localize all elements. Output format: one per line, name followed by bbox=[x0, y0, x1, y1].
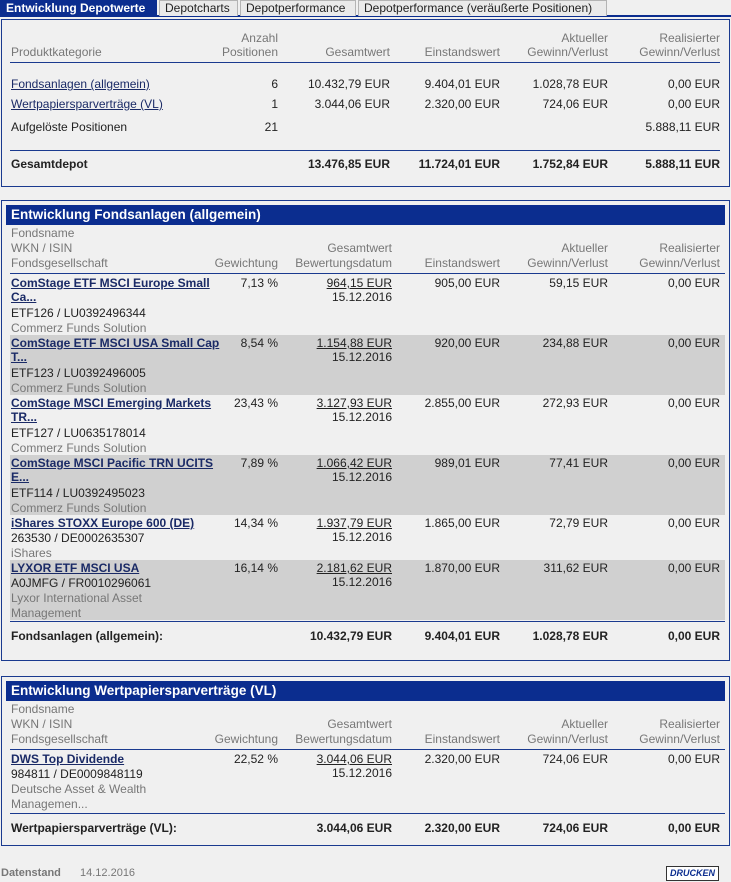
header-realisierter: Realisierter bbox=[659, 31, 720, 45]
fund-name-link-cont[interactable]: E... bbox=[11, 470, 30, 484]
fund-bewertungsdatum: 15.12.2016 bbox=[331, 530, 392, 544]
fund-wkn-isin: A0JMFG / FR0010296061 bbox=[11, 576, 152, 590]
fund-aktuell: 724,06 EUR bbox=[542, 752, 608, 766]
total-realisiert: 5.888,11 EUR bbox=[645, 157, 720, 171]
total-aktuell: 724,06 EUR bbox=[542, 821, 608, 835]
header-realisierter: Realisierter bbox=[659, 717, 720, 731]
header-realisierter-gv: Gewinn/Verlust bbox=[639, 256, 720, 270]
header-gesamtwert: Gesamtwert bbox=[325, 45, 390, 59]
fund-aktuell: 72,79 EUR bbox=[549, 516, 608, 530]
tab-depotperformance-veraeusserte[interactable]: Depotperformance (veräußerte Positionen) bbox=[358, 0, 607, 16]
fund-gesellschaft-cont: Management bbox=[11, 606, 82, 620]
footer-datenstand-date: 14.12.2016 bbox=[80, 867, 136, 879]
header-fondsgesellschaft: Fondsgesellschaft bbox=[11, 256, 108, 270]
fund-gesellschaft: Commerz Funds Solution bbox=[11, 441, 147, 455]
link-fondsanlagen[interactable]: Fondsanlagen (allgemein) bbox=[11, 77, 150, 91]
fund-gesamtwert-link[interactable]: 3.127,93 EUR bbox=[316, 396, 392, 410]
tab-entwicklung-depotwerte[interactable]: Entwicklung Depotwerte bbox=[0, 0, 157, 17]
fund-wkn-isin: ETF127 / LU0635178014 bbox=[11, 426, 146, 440]
fund-realisiert: 0,00 EUR bbox=[667, 516, 720, 530]
cell-einstandswert: 2.320,00 EUR bbox=[424, 97, 500, 111]
fund-name-link-cont[interactable]: T... bbox=[11, 350, 28, 364]
label-aufgeloeste-positionen: Aufgelöste Positionen bbox=[11, 120, 128, 134]
total-aktuell: 1.028,78 EUR bbox=[532, 629, 608, 643]
fund-wkn-isin: ETF126 / LU0392496344 bbox=[11, 306, 146, 320]
fund-gesellschaft: Commerz Funds Solution bbox=[11, 501, 147, 515]
header-fondsname: Fondsname bbox=[11, 702, 75, 716]
fund-wkn-isin: 984811 / DE0009848119 bbox=[11, 767, 143, 781]
header-bewertungsdatum: Bewertungsdatum bbox=[295, 256, 392, 270]
cell-anzahl: 6 bbox=[271, 77, 278, 91]
fund-gewichtung: 16,14 % bbox=[233, 561, 278, 575]
total-einstandswert: 11.724,01 EUR bbox=[418, 157, 500, 171]
footer-datenstand-label: Datenstand bbox=[1, 867, 61, 879]
fund-name-link[interactable]: ComStage MSCI Emerging Markets bbox=[11, 396, 212, 410]
fund-aktuell: 77,41 EUR bbox=[549, 456, 608, 470]
header-aktueller: Aktueller bbox=[561, 31, 608, 45]
header-gewichtung: Gewichtung bbox=[214, 256, 278, 270]
fund-realisiert: 0,00 EUR bbox=[667, 276, 720, 290]
print-button[interactable]: DRUCKEN bbox=[666, 866, 719, 881]
fund-wkn-isin: ETF123 / LU0392496005 bbox=[11, 366, 146, 380]
fund-aktuell: 234,88 EUR bbox=[542, 336, 608, 350]
cell-anzahl: 21 bbox=[264, 120, 278, 134]
cell-realisiert: 0,00 EUR bbox=[667, 97, 720, 111]
cell-gesamtwert: 10.432,79 EUR bbox=[307, 77, 390, 91]
fund-wkn-isin: 263530 / DE0002635307 bbox=[11, 531, 145, 545]
fund-einstandswert: 1.865,00 EUR bbox=[424, 516, 500, 530]
fund-einstandswert: 989,01 EUR bbox=[434, 456, 500, 470]
total-einstandswert: 9.404,01 EUR bbox=[424, 629, 500, 643]
fund-bewertungsdatum: 15.12.2016 bbox=[331, 350, 392, 364]
fund-realisiert: 0,00 EUR bbox=[667, 396, 720, 410]
total-realisiert: 0,00 EUR bbox=[667, 629, 720, 643]
fund-gesamtwert-link[interactable]: 2.181,62 EUR bbox=[316, 561, 392, 575]
header-fondsgesellschaft: Fondsgesellschaft bbox=[11, 732, 108, 746]
tab-depotcharts[interactable]: Depotcharts bbox=[159, 0, 238, 16]
divider bbox=[10, 621, 725, 622]
header-aktueller-gv: Gewinn/Verlust bbox=[527, 732, 608, 746]
cell-realisiert: 5.888,11 EUR bbox=[645, 120, 720, 134]
fund-name-link[interactable]: ComStage ETF MSCI Europe Small bbox=[11, 276, 210, 290]
fund-gesamtwert-link[interactable]: 964,15 EUR bbox=[326, 276, 392, 290]
fund-einstandswert: 905,00 EUR bbox=[434, 276, 500, 290]
tab-depotperformance[interactable]: Depotperformance bbox=[240, 0, 356, 16]
fund-gesamtwert-link[interactable]: 1.066,42 EUR bbox=[316, 456, 392, 470]
fund-realisiert: 0,00 EUR bbox=[667, 336, 720, 350]
fund-gewichtung: 8,54 % bbox=[240, 336, 278, 350]
header-anzahl: Anzahl bbox=[241, 31, 278, 45]
total-gesamtwert: 3.044,06 EUR bbox=[316, 821, 392, 835]
cell-einstandswert: 9.404,01 EUR bbox=[424, 77, 500, 91]
fund-aktuell: 311,62 EUR bbox=[543, 561, 608, 575]
fund-name-link[interactable]: LYXOR ETF MSCI USA bbox=[11, 561, 140, 575]
fund-gewichtung: 22,52 % bbox=[233, 752, 278, 766]
header-realisierter-gv: Gewinn/Verlust bbox=[639, 732, 720, 746]
fund-einstandswert: 2.320,00 EUR bbox=[424, 752, 500, 766]
fund-gesamtwert-link[interactable]: 1.937,79 EUR bbox=[316, 516, 392, 530]
total-label: Fondsanlagen (allgemein): bbox=[11, 629, 164, 643]
divider bbox=[10, 273, 725, 274]
fund-name-link[interactable]: ComStage ETF MSCI USA Small Cap bbox=[11, 336, 220, 350]
fund-name-link[interactable]: iShares STOXX Europe 600 (DE) bbox=[11, 516, 195, 530]
fund-bewertungsdatum: 15.12.2016 bbox=[331, 290, 392, 304]
header-aktueller-gv: Gewinn/Verlust bbox=[527, 45, 608, 59]
cell-gesamtwert: 3.044,06 EUR bbox=[314, 97, 390, 111]
fund-gesellschaft: iShares bbox=[11, 546, 52, 560]
header-bewertungsdatum: Bewertungsdatum bbox=[295, 732, 392, 746]
fund-name-link[interactable]: DWS Top Dividende bbox=[11, 752, 125, 766]
header-realisierter-gv: Gewinn/Verlust bbox=[639, 45, 720, 59]
fund-gesellschaft: Deutsche Asset & Wealth bbox=[11, 782, 147, 796]
fund-einstandswert: 1.870,00 EUR bbox=[424, 561, 500, 575]
fund-aktuell: 272,93 EUR bbox=[542, 396, 608, 410]
fund-bewertungsdatum: 15.12.2016 bbox=[331, 575, 392, 589]
header-einstandswert: Einstandswert bbox=[424, 732, 500, 746]
fund-bewertungsdatum: 15.12.2016 bbox=[331, 410, 392, 424]
header-aktueller-gv: Gewinn/Verlust bbox=[527, 256, 608, 270]
fund-bewertungsdatum: 15.12.2016 bbox=[331, 766, 392, 780]
header-einstandswert: Einstandswert bbox=[424, 45, 500, 59]
fund-gesamtwert-link[interactable]: 3.044,06 EUR bbox=[316, 752, 392, 766]
vl-panel bbox=[1, 676, 730, 846]
fund-realisiert: 0,00 EUR bbox=[667, 752, 720, 766]
fund-gesellschaft: Commerz Funds Solution bbox=[11, 381, 147, 395]
cell-anzahl: 1 bbox=[271, 97, 278, 111]
fund-aktuell: 59,15 EUR bbox=[549, 276, 608, 290]
link-wertpapiersparvertraege[interactable]: Wertpapiersparverträge (VL) bbox=[11, 97, 163, 111]
header-produktkategorie: Produktkategorie bbox=[11, 45, 102, 59]
fund-bewertungsdatum: 15.12.2016 bbox=[331, 470, 392, 484]
total-gesamtwert: 10.432,79 EUR bbox=[309, 629, 392, 643]
fund-gesellschaft-cont: Managemen... bbox=[11, 797, 88, 811]
divider bbox=[10, 813, 725, 814]
summary-panel bbox=[1, 19, 730, 187]
fund-name-link[interactable]: ComStage MSCI Pacific TRN UCITS bbox=[11, 456, 214, 470]
section-title: Entwicklung Wertpapiersparverträge (VL) bbox=[6, 681, 725, 701]
header-wkn-isin: WKN / ISIN bbox=[11, 717, 73, 731]
total-gesamtwert: 13.476,85 EUR bbox=[307, 157, 390, 171]
total-aktuell: 1.752,84 EUR bbox=[532, 157, 608, 171]
total-label: Gesamtdepot bbox=[11, 157, 88, 171]
fund-gesellschaft: Commerz Funds Solution bbox=[11, 321, 147, 335]
fund-gewichtung: 14,34 % bbox=[233, 516, 278, 530]
fund-realisiert: 0,00 EUR bbox=[667, 561, 720, 575]
header-gewichtung: Gewichtung bbox=[214, 732, 278, 746]
fund-gesamtwert-link[interactable]: 1.154,88 EUR bbox=[316, 336, 392, 350]
total-label: Wertpapiersparverträge (VL): bbox=[11, 821, 177, 835]
section-title: Entwicklung Fondsanlagen (allgemein) bbox=[6, 205, 725, 225]
cell-aktuell: 1.028,78 EUR bbox=[532, 77, 608, 91]
cell-realisiert: 0,00 EUR bbox=[667, 77, 720, 91]
fund-gewichtung: 23,43 % bbox=[233, 396, 278, 410]
fund-gewichtung: 7,13 % bbox=[240, 276, 278, 290]
header-gesamtwert: Gesamtwert bbox=[327, 717, 392, 731]
header-einstandswert: Einstandswert bbox=[424, 256, 500, 270]
header-aktueller: Aktueller bbox=[561, 717, 608, 731]
fund-wkn-isin: ETF114 / LU0392495023 bbox=[11, 486, 145, 500]
divider bbox=[10, 62, 720, 63]
fund-name-link-cont[interactable]: TR... bbox=[11, 410, 37, 424]
header-positionen: Positionen bbox=[221, 45, 278, 59]
fund-realisiert: 0,00 EUR bbox=[667, 456, 720, 470]
header-fondsname: Fondsname bbox=[11, 226, 75, 240]
cell-aktuell: 724,06 EUR bbox=[542, 97, 608, 111]
header-gesamtwert: Gesamtwert bbox=[327, 241, 392, 255]
divider bbox=[10, 749, 725, 750]
header-realisierter: Realisierter bbox=[659, 241, 720, 255]
tab-bar bbox=[0, 0, 731, 17]
fund-gewichtung: 7,89 % bbox=[240, 456, 278, 470]
fund-gesellschaft: Lyxor International Asset bbox=[11, 591, 142, 605]
fund-name-link-cont[interactable]: Ca... bbox=[11, 290, 37, 304]
fund-einstandswert: 920,00 EUR bbox=[434, 336, 500, 350]
header-wkn-isin: WKN / ISIN bbox=[11, 241, 73, 255]
total-realisiert: 0,00 EUR bbox=[667, 821, 720, 835]
header-aktueller: Aktueller bbox=[561, 241, 608, 255]
fondsanlagen-panel bbox=[1, 200, 730, 661]
fund-einstandswert: 2.855,00 EUR bbox=[424, 396, 500, 410]
total-einstandswert: 2.320,00 EUR bbox=[424, 821, 500, 835]
divider bbox=[10, 150, 720, 151]
